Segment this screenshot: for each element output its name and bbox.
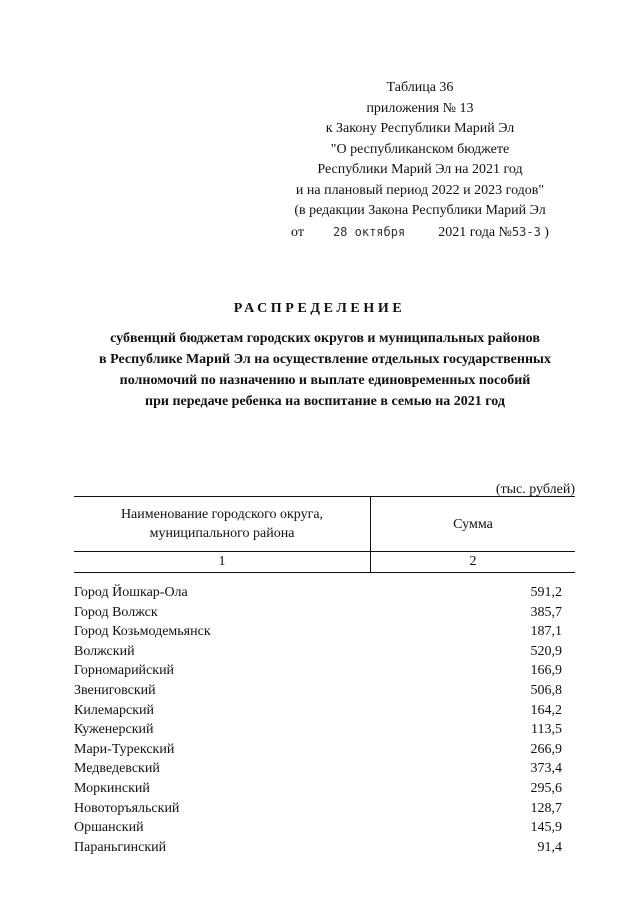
handwritten-date: 28 октября [332,224,406,239]
district-amount: 385,7 [530,604,562,620]
district-amount: 266,9 [530,741,562,757]
header-line: "О республиканском бюджете [330,141,510,157]
table-row [74,622,575,642]
district-name: Мари-Турекский [74,741,175,757]
district-amount: 145,9 [530,820,562,836]
table-row [74,681,575,701]
column-header-name [74,497,371,552]
district-name: Волжский [74,643,135,659]
subtitle-line: при передаче ребенка на воспитание в семью на 2021 год [145,394,505,409]
district-amount: 91,4 [537,839,562,855]
table-row [74,642,575,662]
header-line: (в редакции Закона Республики Марий Эл [294,203,546,218]
district-name: Город Йошкар-Ола [74,585,188,600]
law-reference-header [250,78,590,243]
district-name: Город Волжск [74,604,158,620]
district-name: Параньгинский [74,839,167,855]
district-amount: 187,1 [530,624,562,640]
table-row [74,818,575,838]
table-header-row [74,497,575,552]
subtitle-line: в Республике Марий Эл на осуществление отдельных государственных [99,352,551,367]
handwritten-number: 53-З [511,224,541,239]
header-line: Республики Марий Эл на 2021 год [317,162,523,177]
district-amount: 166,9 [530,663,562,679]
date-suffix: ) [544,224,549,240]
district-name: Новоторъяльский [74,800,180,816]
district-name: Оршанский [74,820,144,836]
column-header-name-line1: Наименование городского округа, [120,507,324,522]
table-row [74,720,575,740]
table-row [74,838,575,858]
column-header-sum: Сумма [371,497,576,552]
district-amount: 128,7 [530,800,562,816]
table-index-row [74,552,575,573]
district-amount: 373,4 [530,761,562,777]
subtitle-line: субвенций бюджетам городских округов и муниципальных районов [110,331,540,346]
units-label: (тыс. рублей) [495,482,575,497]
district-name: Моркинский [74,780,150,796]
table-row [74,701,575,721]
table-row [74,779,575,799]
table-row [74,799,575,819]
district-name: Город Козьмодемьянск [74,624,211,640]
district-name: Килемарский [74,702,155,718]
table-row [74,740,575,760]
column-index-2: 2 [371,552,576,573]
column-index-1: 1 [74,552,371,573]
distribution-table [74,496,575,857]
header-line: к Закону Республики Марий Эл [325,121,515,136]
date-prefix: от [291,224,304,240]
subtitle-line: полномочий по назначению и выплате единовременных пособий [119,373,531,388]
district-amount: 164,2 [530,702,562,718]
document-title: РАСПРЕДЕЛЕНИЕ [233,301,406,316]
district-amount: 113,5 [531,722,562,738]
table-row [74,759,575,779]
table-row [74,661,575,681]
header-line: приложения № 13 [366,100,474,116]
district-name: Куженерский [74,722,154,738]
header-line: Таблица 36 [386,80,454,95]
table-row [74,603,575,623]
column-header-name-line2: муниципального района [149,526,295,541]
district-name: Медведевский [74,761,160,777]
district-name: Горномарийский [74,663,175,679]
district-amount: 506,8 [530,682,562,698]
distribution-table-container [74,496,575,857]
table-row [74,583,575,603]
district-amount: 295,6 [530,780,562,796]
district-name: Звениговский [74,682,156,698]
district-amount: 591,2 [530,585,562,600]
document-subtitle [60,328,590,412]
header-line: и на плановый период 2022 и 2023 годов" [295,182,545,198]
header-date-line [250,222,590,244]
date-middle: 2021 года № [438,224,512,240]
district-amount: 520,9 [530,643,562,659]
